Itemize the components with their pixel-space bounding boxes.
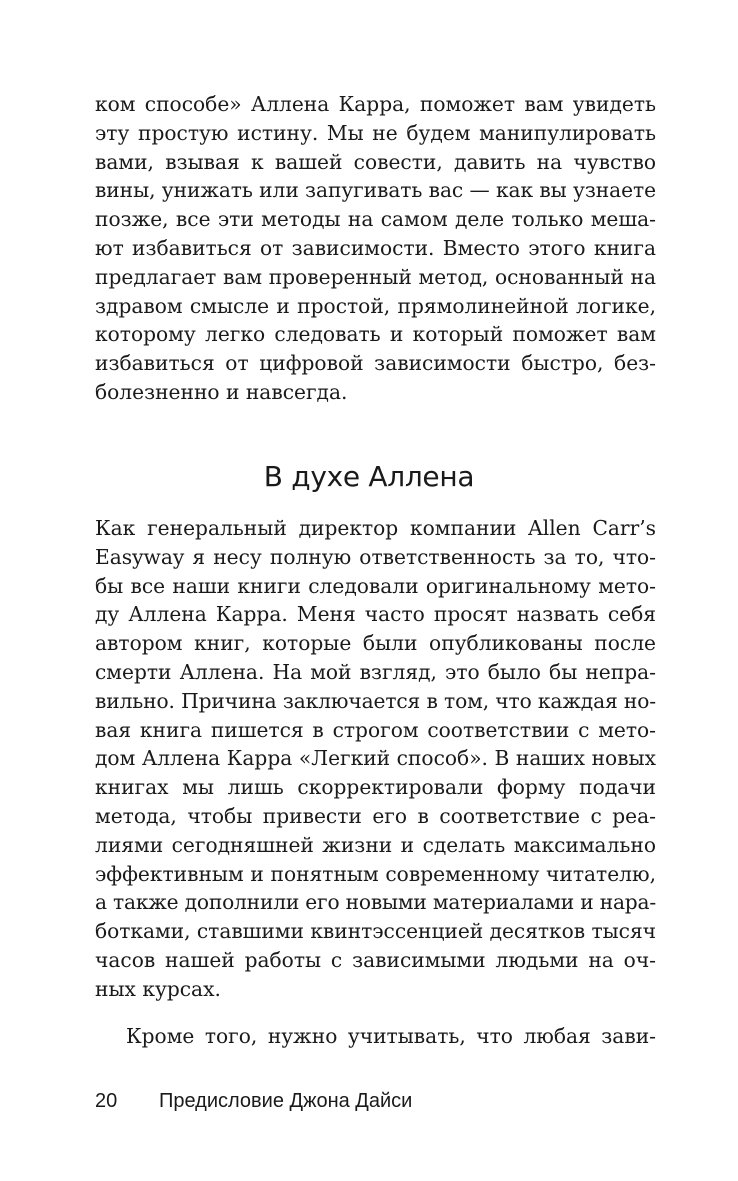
text-line: эффективным и понятным современному читателю, (95, 861, 656, 886)
page-number: 20 (95, 1090, 118, 1112)
text-line: ют избавиться от зависимости. Вместо этого книга (95, 235, 656, 260)
text-line: вая книга пишется в строгом соответствии с мето- (95, 717, 656, 742)
text-line: ком способе» Аллена Карра, поможет вам увидеть (95, 92, 656, 116)
text-line: вами, взывая к вашей совести, давить на чувство (95, 149, 656, 174)
paragraph (95, 514, 656, 1004)
text-line: часов нашей работы с зависимыми людьми на оч- (95, 947, 656, 972)
text-line: дом Аллена Карра «Легкий способ». В наших новых (95, 746, 656, 771)
text-line: болезненно и навсегда. (95, 379, 348, 404)
text-line: Easyway я несу полную ответственность за то, что- (95, 544, 656, 569)
text-line: вильно. Причина заключается в том, что каждая но- (95, 688, 656, 713)
text-line: автором книг, которые были опубликованы после (95, 631, 656, 656)
text-line: ных курсах. (95, 976, 221, 1001)
text-line: вины, унижать или запугивать вас — как вы узнаете (95, 178, 656, 203)
text-line: а также дополнили его новыми материалами и нара- (95, 890, 656, 915)
text-line: смерти Аллена. На мой взгляд, это было бы непра- (95, 659, 656, 684)
text-line: эту простую истину. Мы не будем манипулировать (95, 120, 656, 145)
text-line: избавиться от цифровой зависимости быстро, без- (95, 351, 656, 376)
text-line: Кроме того, нужно учитывать, что любая зави- (126, 1024, 656, 1048)
text-line: Как генеральный директор компании Allen Carr’s (95, 516, 656, 540)
text-line: метода, чтобы привести его в соответствие с реа- (95, 803, 656, 828)
running-title: Предисловие Джона Дайси (159, 1090, 413, 1112)
text-line: которому легко следовать и который поможет вам (95, 322, 656, 347)
text-line: позже, все эти методы на самом деле только меша- (95, 207, 656, 232)
page-footer (95, 1087, 412, 1115)
text-line: ду Аллена Карра. Меня часто просят назвать себя (95, 602, 656, 627)
text-line: лиями сегодняшней жизни и сделать максимально (95, 832, 656, 857)
text-line: ботками, ставшими квинтэссенцией десятков тысяч (95, 919, 656, 944)
section-heading: В духе Аллена (263, 460, 475, 493)
text-line: бы все наши книги следовали оригинальному мето- (95, 573, 656, 598)
paragraph-continuation (95, 90, 656, 407)
text-line: предлагает вам проверенный метод, основанный на (95, 264, 656, 289)
text-line: здравом смысле и простой, прямолинейной логике, (95, 293, 656, 318)
text-line: книгах мы лишь скорректировали форму подачи (95, 775, 656, 800)
paragraph (95, 1022, 656, 1051)
